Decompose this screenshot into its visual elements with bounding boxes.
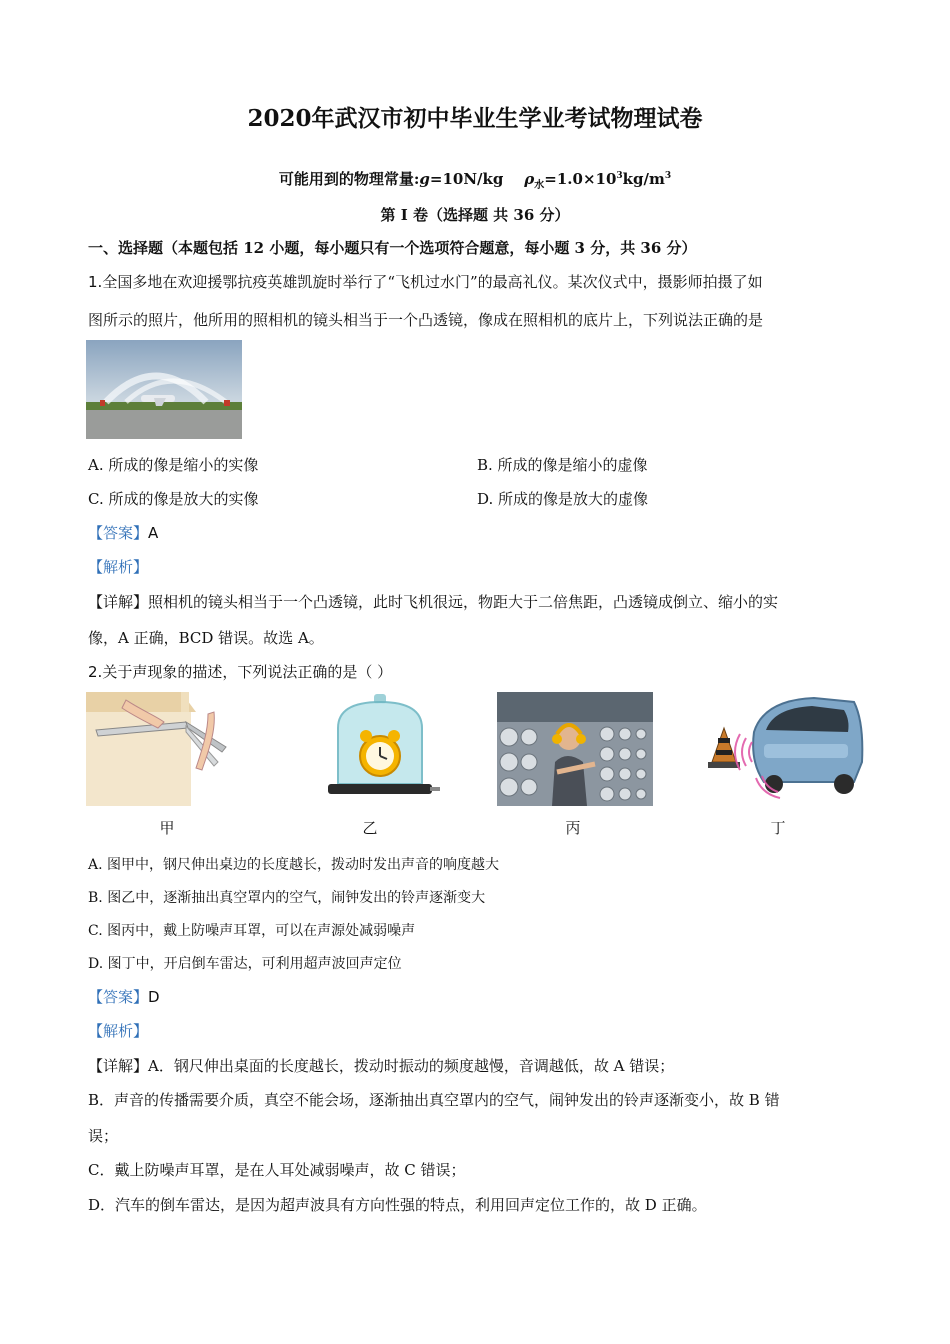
rho-subscript: 水 — [534, 180, 545, 191]
car-reversing-radar-figure — [704, 692, 864, 806]
q1-option-a: A. 所成的像是缩小的实像 — [88, 456, 259, 474]
ruler-on-desk-figure — [86, 692, 236, 806]
q1-option-c: C. 所成的像是放大的实像 — [88, 490, 259, 508]
q1-stem-line2: 图所示的照片，他所用的照相机的镜头相当于一个凸透镜，像成在照相机的底片上，下列说法正确的是 — [88, 311, 764, 329]
g-symbol: g — [419, 170, 430, 188]
q2-detail-c: C．戴上防噪声耳罩，是在人耳处减弱噪声，故 C 错误； — [88, 1161, 466, 1179]
q1-option-b: B. 所成的像是缩小的虚像 — [477, 456, 648, 474]
q2-detail-d: D．汽车的倒车雷达，是因为超声波具有方向性强的特点，利用回声定位工作的，故 D 正确。 — [88, 1196, 707, 1214]
q1-option-d: D. 所成的像是放大的虚像 — [477, 490, 649, 508]
q2-analysis-tag: 【解析】 — [88, 1022, 149, 1040]
rho-symbol: ρ — [524, 170, 535, 188]
bell-jar-clock-figure — [318, 692, 442, 806]
factory-worker-earmuffs-figure — [497, 692, 653, 806]
answer-tag: 【答案】 — [88, 988, 149, 1006]
q1-detail-line2: 像，A 正确，BCD 错误。故选 A。 — [88, 629, 324, 647]
section-heading: 一、选择题（本题包括 12 小题，每小题只有一个选项符合题意，每小题 3 分，共 36 分） — [88, 239, 697, 257]
q1-answer: 【答案】A — [88, 524, 159, 542]
detail-tag: 【详解】 — [88, 1057, 149, 1075]
q1-analysis-tag: 【解析】 — [88, 558, 149, 576]
q2-answer: 【答案】D — [88, 988, 160, 1006]
q1-number: 1. — [88, 273, 103, 291]
q2-stem: 2.关于声现象的描述，下列说法正确的是（ ） — [88, 663, 393, 681]
q2-option-d: D. 图丁中，开启倒车雷达，可利用超声波回声定位 — [88, 956, 402, 972]
q2-detail-a: 【详解】A．钢尺伸出桌面的长度越长，拨动时振动的频度越慢，音调越低，故 A 错误； — [88, 1057, 675, 1075]
q2-option-c: C. 图丙中，戴上防噪声耳罩，可以在声源处减弱噪声 — [88, 923, 416, 939]
figure-caption-yi: 乙 — [362, 819, 378, 837]
q2-detail-b-line1: B．声音的传播需要介质，真空不能会场，逐渐抽出真空罩内的空气，闹钟发出的铃声逐渐变小，故 B 错 — [88, 1091, 780, 1109]
rho-exponent: 3 — [616, 171, 623, 181]
q2-detail-b-line2: 误； — [88, 1127, 119, 1145]
rho-value: =1.0×10 — [544, 170, 617, 188]
q2-option-a: A. 图甲中，钢尺伸出桌边的长度越长，拨动时发出声音的响度越大 — [88, 857, 500, 873]
q2-number: 2. — [88, 663, 103, 681]
g-value: =10N/kg — [429, 170, 504, 188]
physical-constants — [0, 168, 950, 191]
detail-tag: 【详解】 — [88, 593, 149, 611]
q2-option-b: B. 图乙中，逐渐抽出真空罩内的空气，闹钟发出的铃声逐渐变大 — [88, 890, 486, 906]
unit-exponent: 3 — [664, 171, 672, 181]
page-title: 2020年武汉市初中毕业生学业考试物理试卷 — [247, 105, 703, 132]
volume-heading: 第 I 卷（选择题 共 36 分） — [380, 206, 570, 224]
answer-tag: 【答案】 — [88, 524, 149, 542]
q1-stem-line1: 1.全国多地在欢迎援鄂抗疫英雄凯旋时举行了“飞机过水门”的最高礼仪。某次仪式中，摄影师拍摄了如 — [88, 273, 763, 291]
figure-caption-ding: 丁 — [770, 819, 786, 837]
q1-detail-line1: 【详解】照相机的镜头相当于一个凸透镜，此时飞机很远，物距大于二倍焦距，凸透镜成倒立、缩小的实 — [88, 593, 779, 611]
constants-prefix: 可能用到的物理常量: — [278, 170, 420, 188]
rho-unit: kg/m — [622, 170, 665, 188]
airplane-water-arch-photo — [86, 340, 242, 439]
figure-caption-bing: 丙 — [565, 819, 581, 837]
figure-caption-jia: 甲 — [159, 819, 175, 837]
